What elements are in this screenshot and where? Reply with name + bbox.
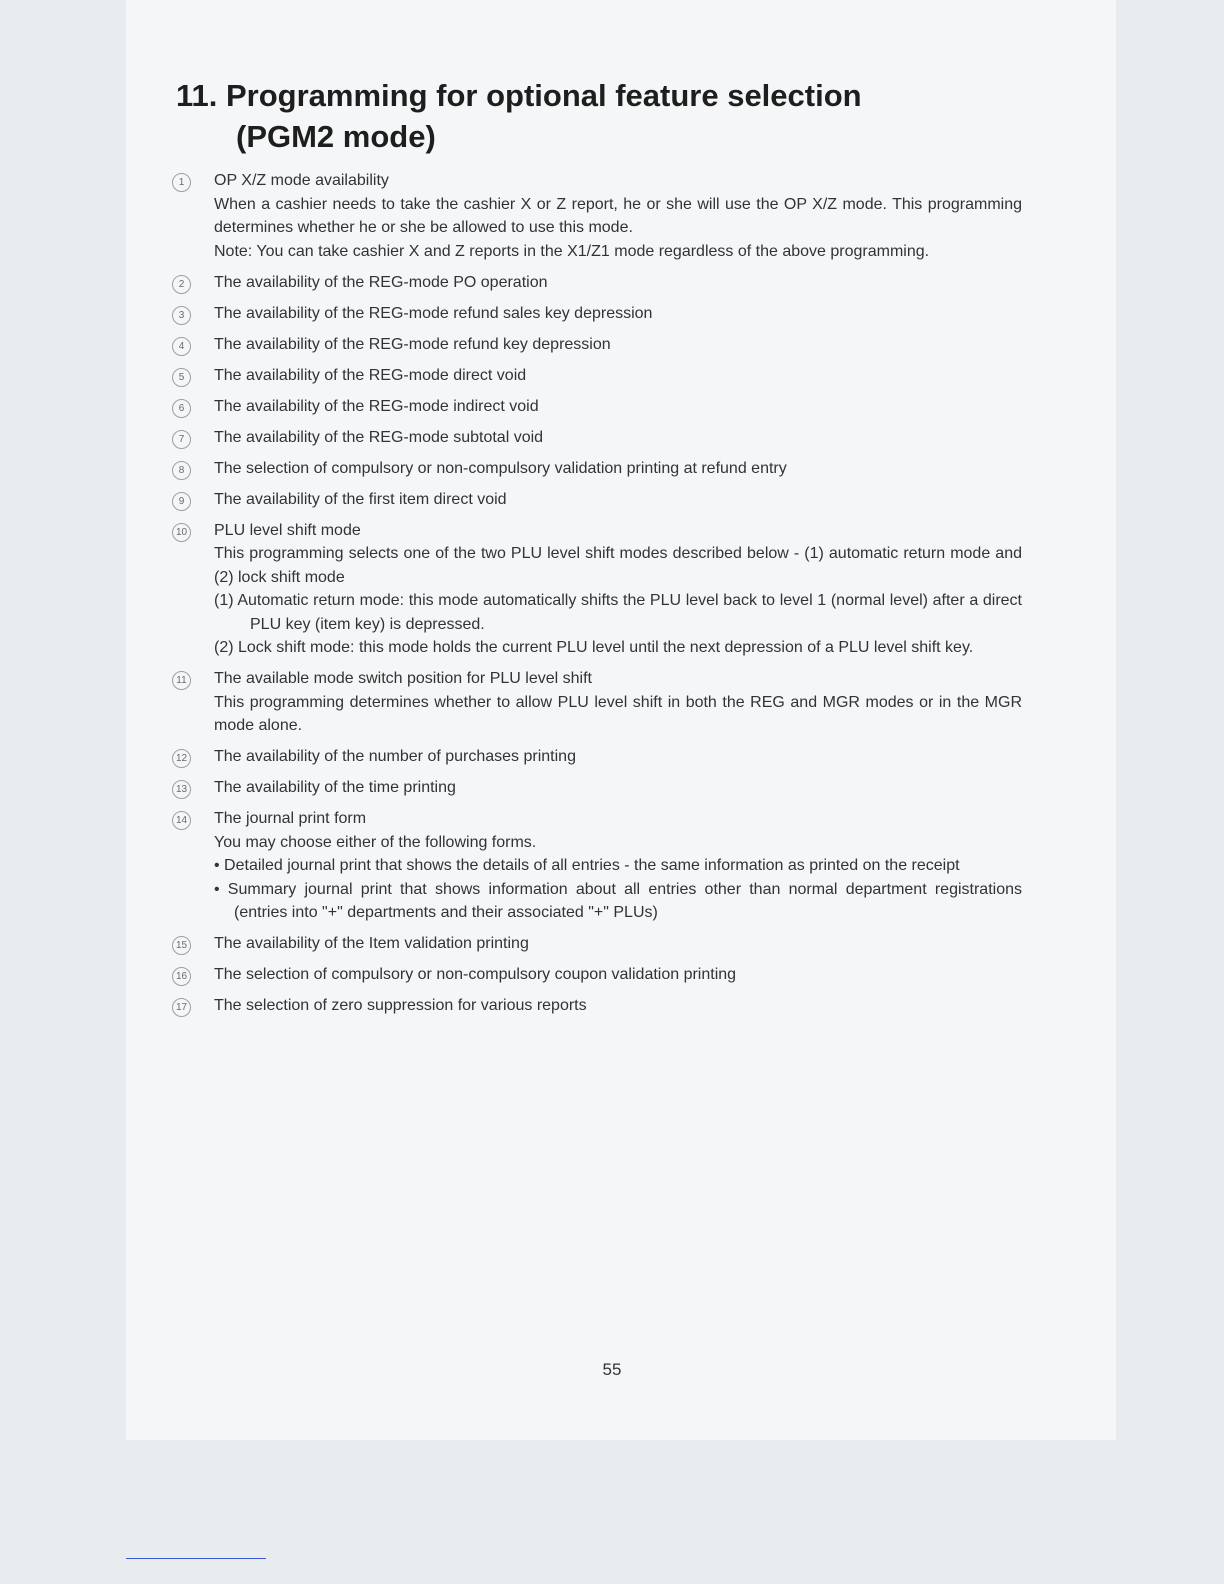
list-item — [172, 302, 1022, 326]
list-item — [172, 169, 1022, 263]
item-heading: The selection of zero suppression for various reports — [214, 997, 587, 1014]
list-item — [172, 488, 1022, 512]
item-heading: The availability of the Item validation printing — [214, 935, 529, 952]
list-item — [172, 519, 1022, 660]
item-number-badge: 8 — [172, 461, 191, 480]
item-number-badge: 6 — [172, 399, 191, 418]
item-heading: The selection of compulsory or non-compulsory coupon validation printing — [214, 966, 737, 983]
item-heading: OP X/Z mode availability — [214, 172, 389, 189]
item-description: When a cashier needs to take the cashier X or Z report, he or she will use the OP X/Z mode. This programming determines whether he or she be allowed to use this mode. — [214, 195, 1022, 236]
item-heading: The availability of the first item direct void — [214, 490, 507, 508]
item-number-badge: 9 — [172, 492, 191, 511]
item-heading: The availability of the REG-mode direct void — [214, 366, 527, 384]
item-heading: The journal print form — [214, 810, 367, 827]
list-item — [172, 807, 1022, 925]
item-sub-option: (2) Lock shift mode: this mode holds the current PLU level until the next depression of a PLU level shift key. — [214, 639, 974, 656]
item-sub-option: (1) Automatic return mode: this mode automatically shifts the PLU level back to level 1 (normal level) after a direct PLU key (item key) is depressed. — [214, 592, 1022, 633]
title-line-1: 11. Programming for optional feature selection — [176, 78, 862, 113]
list-item — [172, 745, 1022, 769]
item-heading: The availability of the number of purchases printing — [214, 748, 576, 765]
item-heading: The availability of the REG-mode refund key depression — [214, 335, 611, 353]
item-number-badge: 3 — [172, 306, 191, 325]
page-title — [176, 75, 1036, 157]
item-number-badge: 7 — [172, 430, 191, 449]
link-underline — [126, 1558, 266, 1559]
list-item — [172, 963, 1022, 987]
item-heading: The selection of compulsory or non-compulsory validation printing at refund entry — [214, 459, 787, 477]
item-bullet: • Summary journal print that shows information about all entries other than normal department registrations (entries into "+" departments and their associated "+" PLUs) — [214, 880, 1022, 921]
item-number-badge: 4 — [172, 337, 191, 356]
item-heading: The availability of the REG-mode indirect void — [214, 397, 539, 415]
item-number-badge: 10 — [172, 523, 191, 542]
item-heading: The availability of the REG-mode refund sales key depression — [214, 304, 653, 322]
list-item — [172, 776, 1022, 800]
list-item — [172, 271, 1022, 295]
list-item — [172, 994, 1022, 1018]
item-description: This programming determines whether to allow PLU level shift in both the REG and MGR modes or in the MGR mode alone. — [214, 693, 1022, 734]
list-item — [172, 667, 1022, 738]
item-bullet: • Detailed journal print that shows the details of all entries - the same information as printed on the receipt — [214, 857, 960, 874]
item-number-badge: 17 — [172, 998, 191, 1017]
item-heading: The availability of the REG-mode subtotal void — [214, 428, 544, 446]
item-description: This programming selects one of the two PLU level shift modes described below - (1) automatic return mode and (2) lock shift mode — [214, 545, 1022, 586]
item-number-badge: 13 — [172, 780, 191, 799]
list-item — [172, 932, 1022, 956]
item-note: Note: You can take cashier X and Z reports in the X1/Z1 mode regardless of the above programming. — [214, 242, 930, 260]
item-number-badge: 5 — [172, 368, 191, 387]
item-number-badge: 14 — [172, 811, 191, 830]
item-number-badge: 11 — [172, 671, 191, 690]
item-number-badge: 16 — [172, 967, 191, 986]
list-item — [172, 457, 1022, 481]
item-number-badge: 12 — [172, 749, 191, 768]
feature-list — [172, 169, 1022, 1025]
item-number-badge: 1 — [172, 173, 191, 192]
list-item — [172, 426, 1022, 450]
item-heading: The available mode switch position for PLU level shift — [214, 670, 592, 687]
item-heading: The availability of the time printing — [214, 779, 456, 796]
item-number-badge: 15 — [172, 936, 191, 955]
title-line-2: (PGM2 mode) — [236, 119, 436, 154]
item-description: You may choose either of the following forms. — [214, 833, 537, 851]
item-number-badge: 2 — [172, 275, 191, 294]
page-number: 55 — [602, 1360, 622, 1379]
item-heading: PLU level shift mode — [214, 521, 361, 539]
list-item — [172, 333, 1022, 357]
list-item — [172, 364, 1022, 388]
item-heading: The availability of the REG-mode PO operation — [214, 273, 548, 291]
list-item — [172, 395, 1022, 419]
